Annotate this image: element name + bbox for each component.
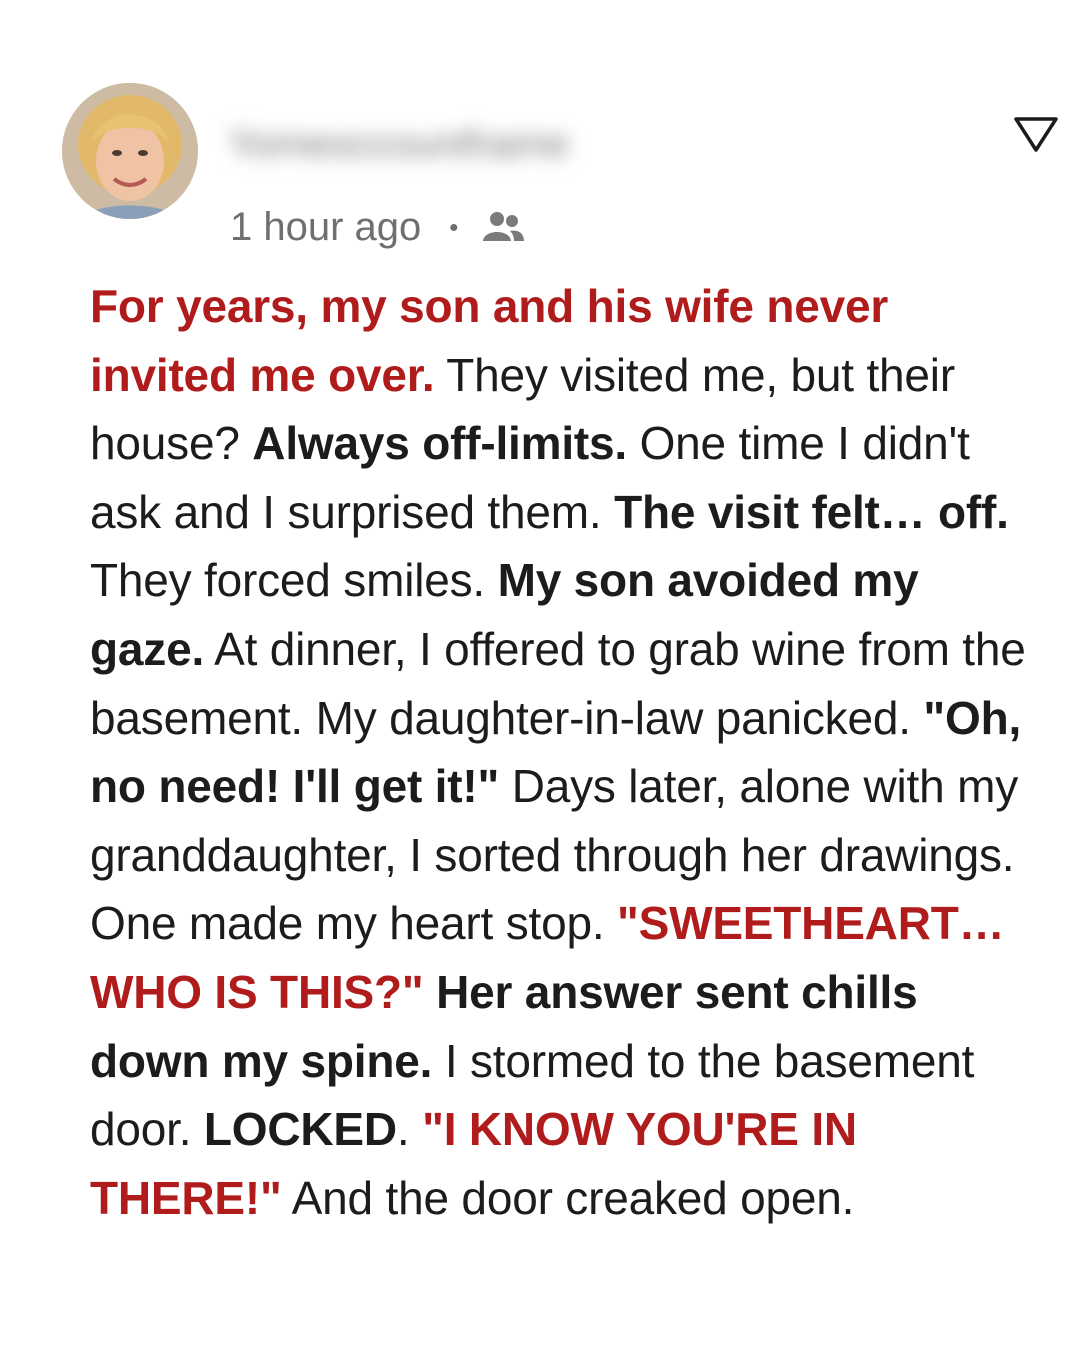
triangle-down-outline-icon[interactable]: [1013, 116, 1059, 154]
post-text-segment: And the door creaked open.: [281, 1171, 855, 1224]
post-text-segment: They visited me, but their house?: [90, 348, 955, 470]
author-avatar[interactable]: [62, 83, 198, 219]
post-time[interactable]: 1 hour ago: [230, 204, 422, 249]
post-text-segment: At dinner, I offered to grab wine from the basement. My daughter-in-law panicked.: [90, 622, 1026, 744]
post-text-segment: Days later, alone with my granddaughter, I sorted through her drawings. One made my heart stop.: [90, 760, 1019, 950]
post-text-segment: "Oh, no need! I'll get it!": [90, 691, 1022, 813]
post-text-segment: I stormed to the basement door.: [90, 1034, 975, 1156]
post-text-segment: My son avoided my gaze.: [90, 554, 919, 675]
post-text-segment: [424, 966, 437, 1018]
post-text-segment: LOCKED: [203, 1103, 397, 1156]
avatar-image: [62, 83, 198, 219]
post-meta: [230, 204, 526, 250]
post-text-segment: One time I didn't ask and I surprised them.: [90, 417, 970, 538]
post-text-segment: .: [396, 1103, 423, 1156]
post-text-segment: "I KNOW YOU'RE IN THERE!": [90, 1103, 857, 1224]
post-text-segment: The visit felt… off.: [614, 485, 1009, 538]
group-icon: [480, 207, 526, 247]
meta-separator: •: [449, 212, 459, 242]
post-text-segment: They forced smiles.: [90, 554, 498, 607]
post-text-segment: Her answer sent chills down my spine.: [90, 965, 918, 1087]
post-text-segment: For years, my son and his wife never invited me over.: [90, 280, 889, 401]
post-body: [90, 272, 1030, 1232]
post-text-segment: "SWEETHEART… WHO IS THIS?": [90, 897, 1005, 1018]
author-name[interactable]: Yomeoccounthame: [228, 124, 569, 164]
post-text-segment: Always off-limits.: [252, 417, 627, 470]
